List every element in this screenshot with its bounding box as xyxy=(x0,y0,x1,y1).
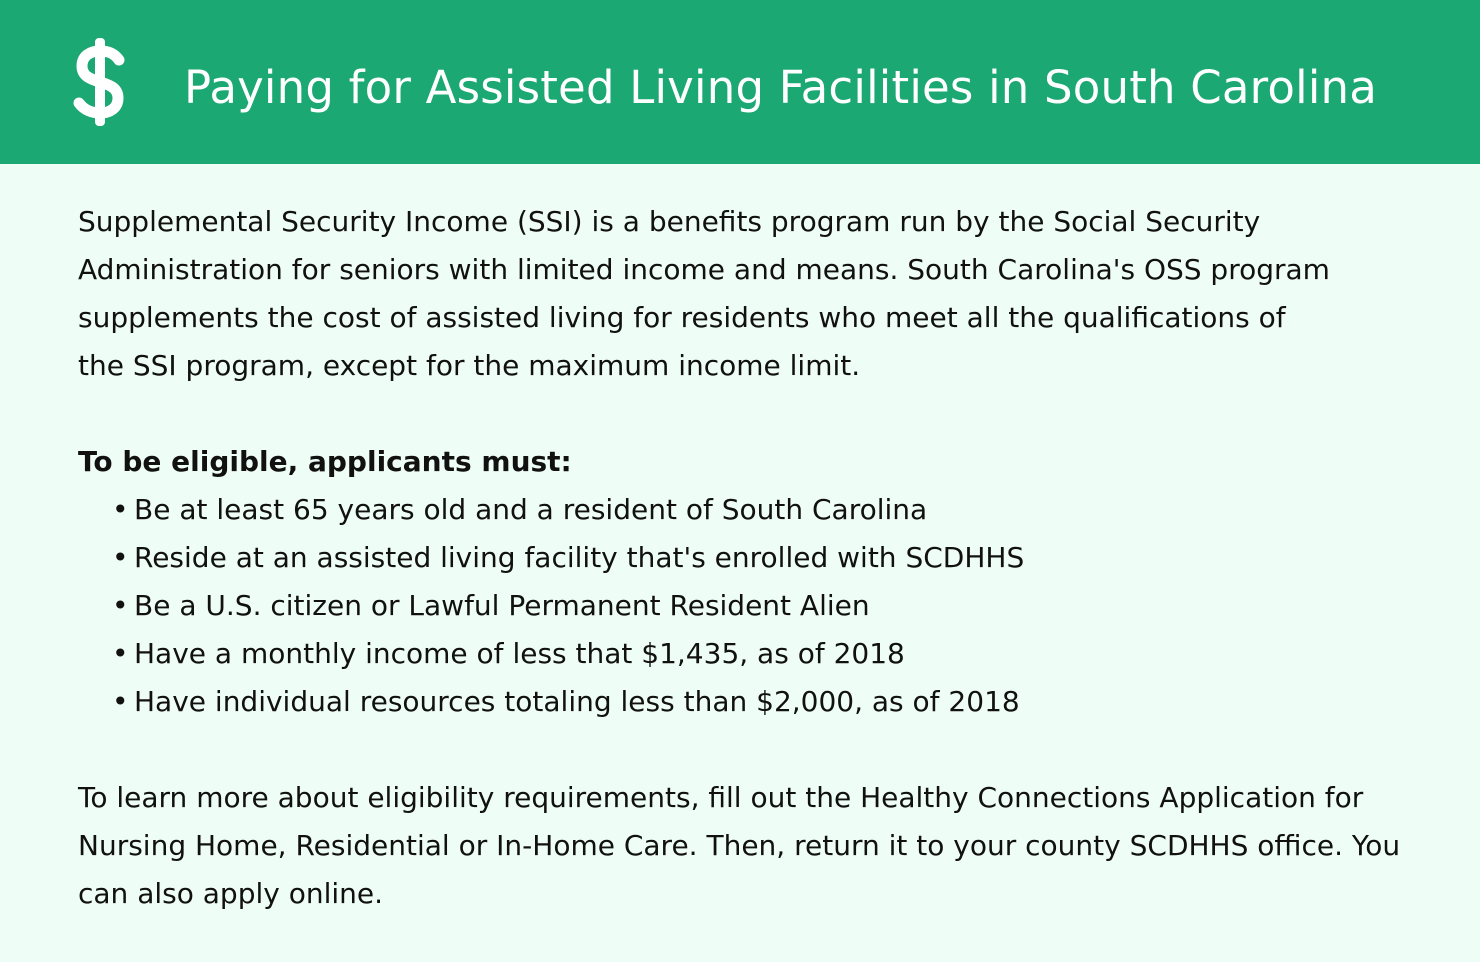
page-title: Paying for Assisted Living Facilities in South Carolina xyxy=(184,61,1378,114)
list-item: • Be at least 65 years old and a resident of South Carolina xyxy=(112,486,1438,534)
dollar-sign-icon xyxy=(68,34,132,130)
eligibility-list xyxy=(78,486,1438,726)
list-item: • Be a U.S. citizen or Lawful Permanent Resident Alien xyxy=(112,582,1438,630)
main-content xyxy=(78,198,1438,918)
intro-paragraph: Supplemental Security Income (SSI) is a benefits program run by the Social Security Administration for seniors with limited income and means. South Carolina's OSS program supplements the cost of assisted living for residents who meet all the qualifications of the SSI program, except for the maximum income limit. xyxy=(78,205,1330,382)
list-item: • Reside at an assisted living facility that's enrolled with SCDHHS xyxy=(112,534,1438,582)
outro-paragraph: To learn more about eligibility requirements, fill out the Healthy Connections Application for Nursing Home, Residential or In-Home Care. Then, return it to your county SCDHHS office. You can also apply online. xyxy=(78,781,1401,910)
list-item: • Have individual resources totaling less than $2,000, as of 2018 xyxy=(112,678,1438,726)
list-item: • Have a monthly income of less that $1,435, as of 2018 xyxy=(112,630,1438,678)
eligibility-heading: To be eligible, applicants must: xyxy=(78,445,572,478)
header-banner xyxy=(0,0,1480,164)
